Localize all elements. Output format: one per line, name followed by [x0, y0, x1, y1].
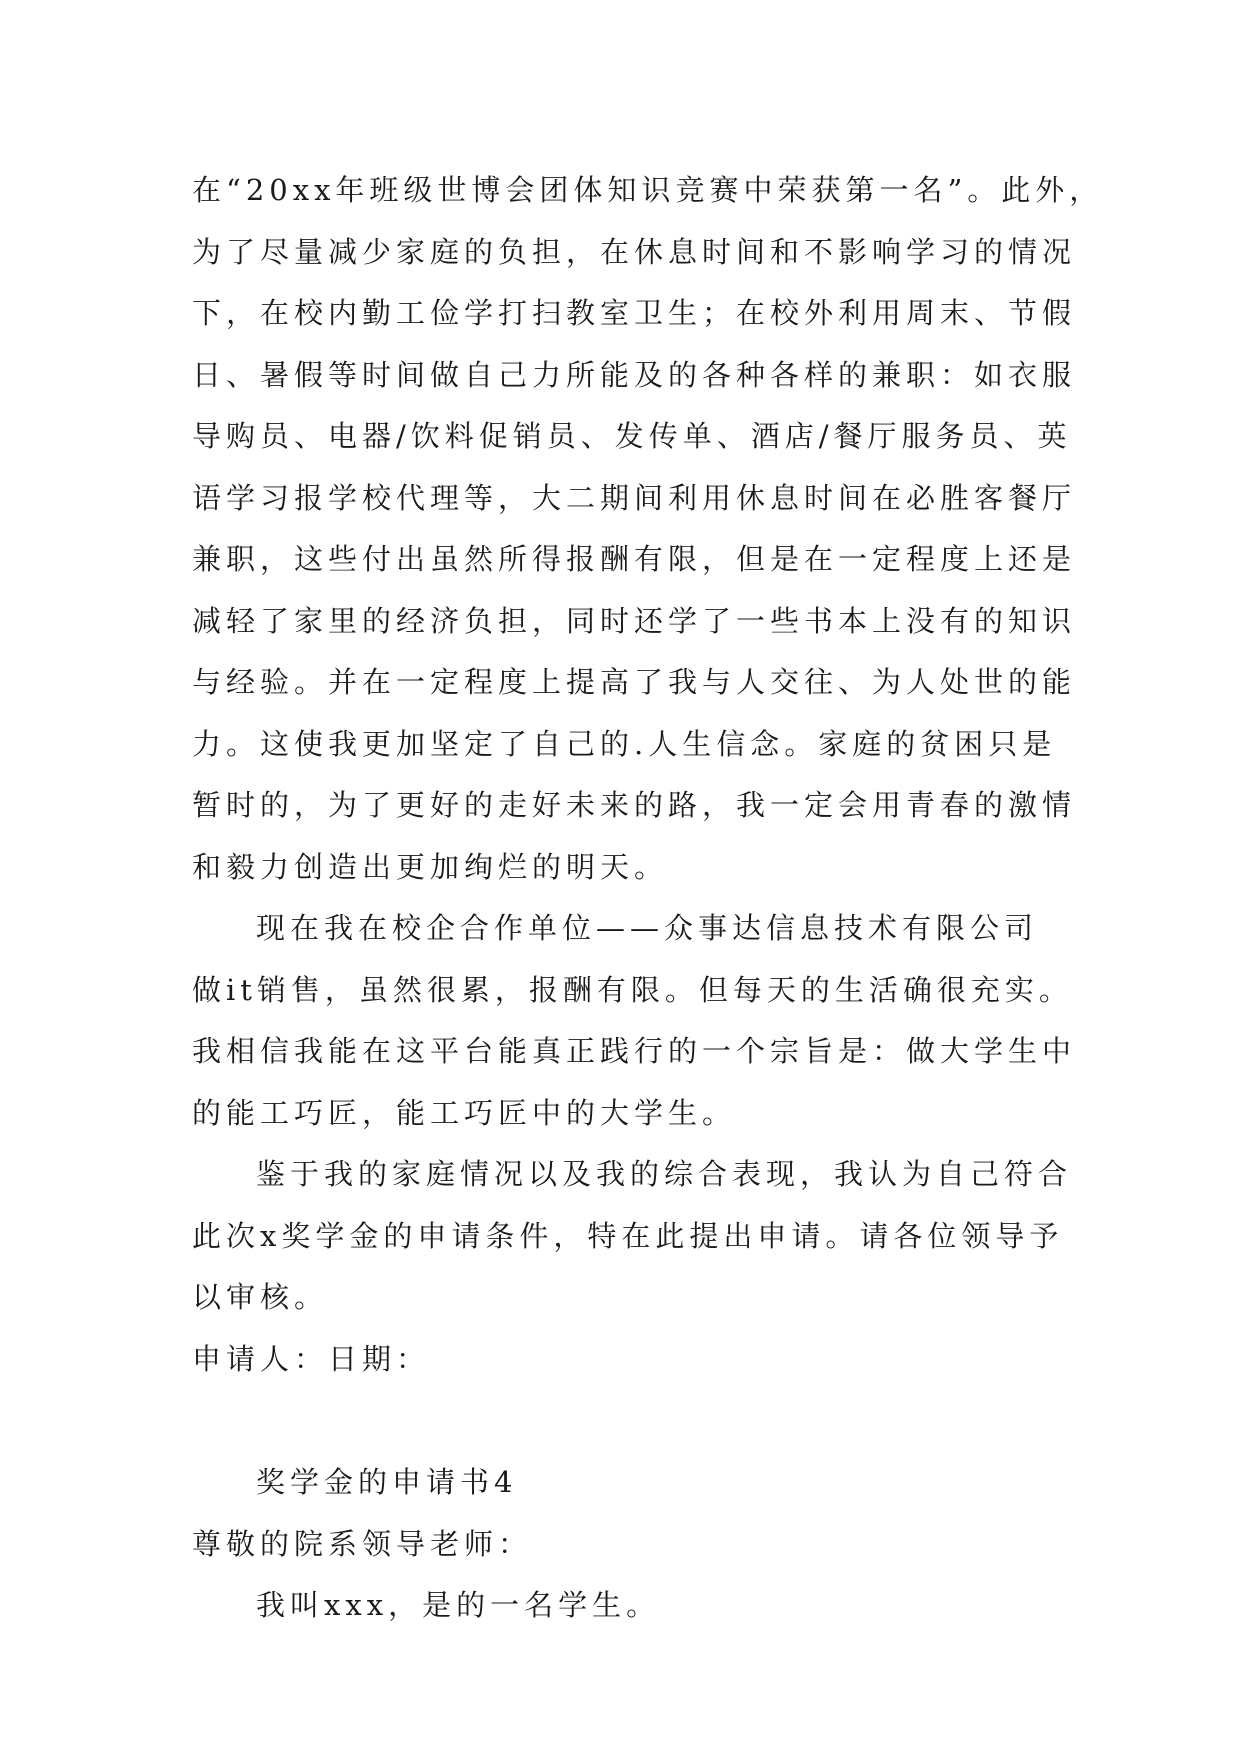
text-line-10: 力。这使我更加坚定了自己的.人生信念。家庭的贫困只是	[192, 726, 1057, 761]
text-line-17: 鉴于我的家庭情况以及我的综合表现，我认为自己符合	[256, 1157, 1073, 1191]
section-title: 奖学金的申请书4	[256, 1465, 518, 1499]
text-line-12: 和毅力创造出更加绚烂的明天。	[192, 849, 669, 884]
text-line-11: 暂时的，为了更好的走好未来的路，我一定会用青春的激情	[192, 788, 1077, 822]
text-line-14: 做it销售，虽然很累，报酬有限。但每天的生活确很充实。	[192, 972, 1073, 1007]
text-line-13: 现在我在校企合作单位——众事达信息技术有限公司	[256, 911, 1039, 945]
salutation-line: 尊敬的院系领导老师：	[192, 1526, 533, 1561]
text-line-4: 日、暑假等时间做自己力所能及的各种各样的兼职：如衣服	[192, 357, 1077, 392]
text-line-3: 下，在校内勤工俭学打扫教室卫生；在校外利用周末、节假	[192, 296, 1077, 330]
text-line-5: 导购员、电器/饮料促销员、发传单、酒店/餐厅服务员、英	[192, 419, 1072, 453]
text-line-9: 与经验。并在一定程度上提高了我与人交往、为人处世的能	[192, 665, 1077, 699]
document-body	[192, 160, 1104, 1637]
text-line-8: 减轻了家里的经济负担，同时还学了一些书本上没有的知识	[192, 603, 1077, 638]
text-line-7: 兼职，这些付出虽然所得报酬有限，但是在一定程度上还是	[192, 542, 1077, 576]
text-line-2: 为了尽量减少家庭的负担，在休息时间和不影响学习的情况	[192, 234, 1077, 269]
text-line-18: 此次x奖学金的申请条件，特在此提出申请。请各位领导予	[192, 1218, 1064, 1253]
text-line-19: 以审核。	[192, 1280, 329, 1314]
signature-line: 申请人：日期：	[192, 1341, 431, 1376]
text-line-6: 语学习报学校代理等，大二期间利用休息时间在必胜客餐厅	[192, 480, 1077, 515]
blank-gap	[192, 1390, 1062, 1452]
text-line-15: 我相信我能在这平台能真正践行的一个宗旨是：做大学生中	[192, 1034, 1077, 1068]
text-line-1: 在“20xx年班级世博会团体知识竞赛中荣获第一名”。此外，	[192, 173, 1104, 207]
text-line-16: 的能工巧匠，能工巧匠中的大学生。	[192, 1095, 737, 1130]
intro-line: 我叫xxx，是的一名学生。	[256, 1588, 661, 1622]
